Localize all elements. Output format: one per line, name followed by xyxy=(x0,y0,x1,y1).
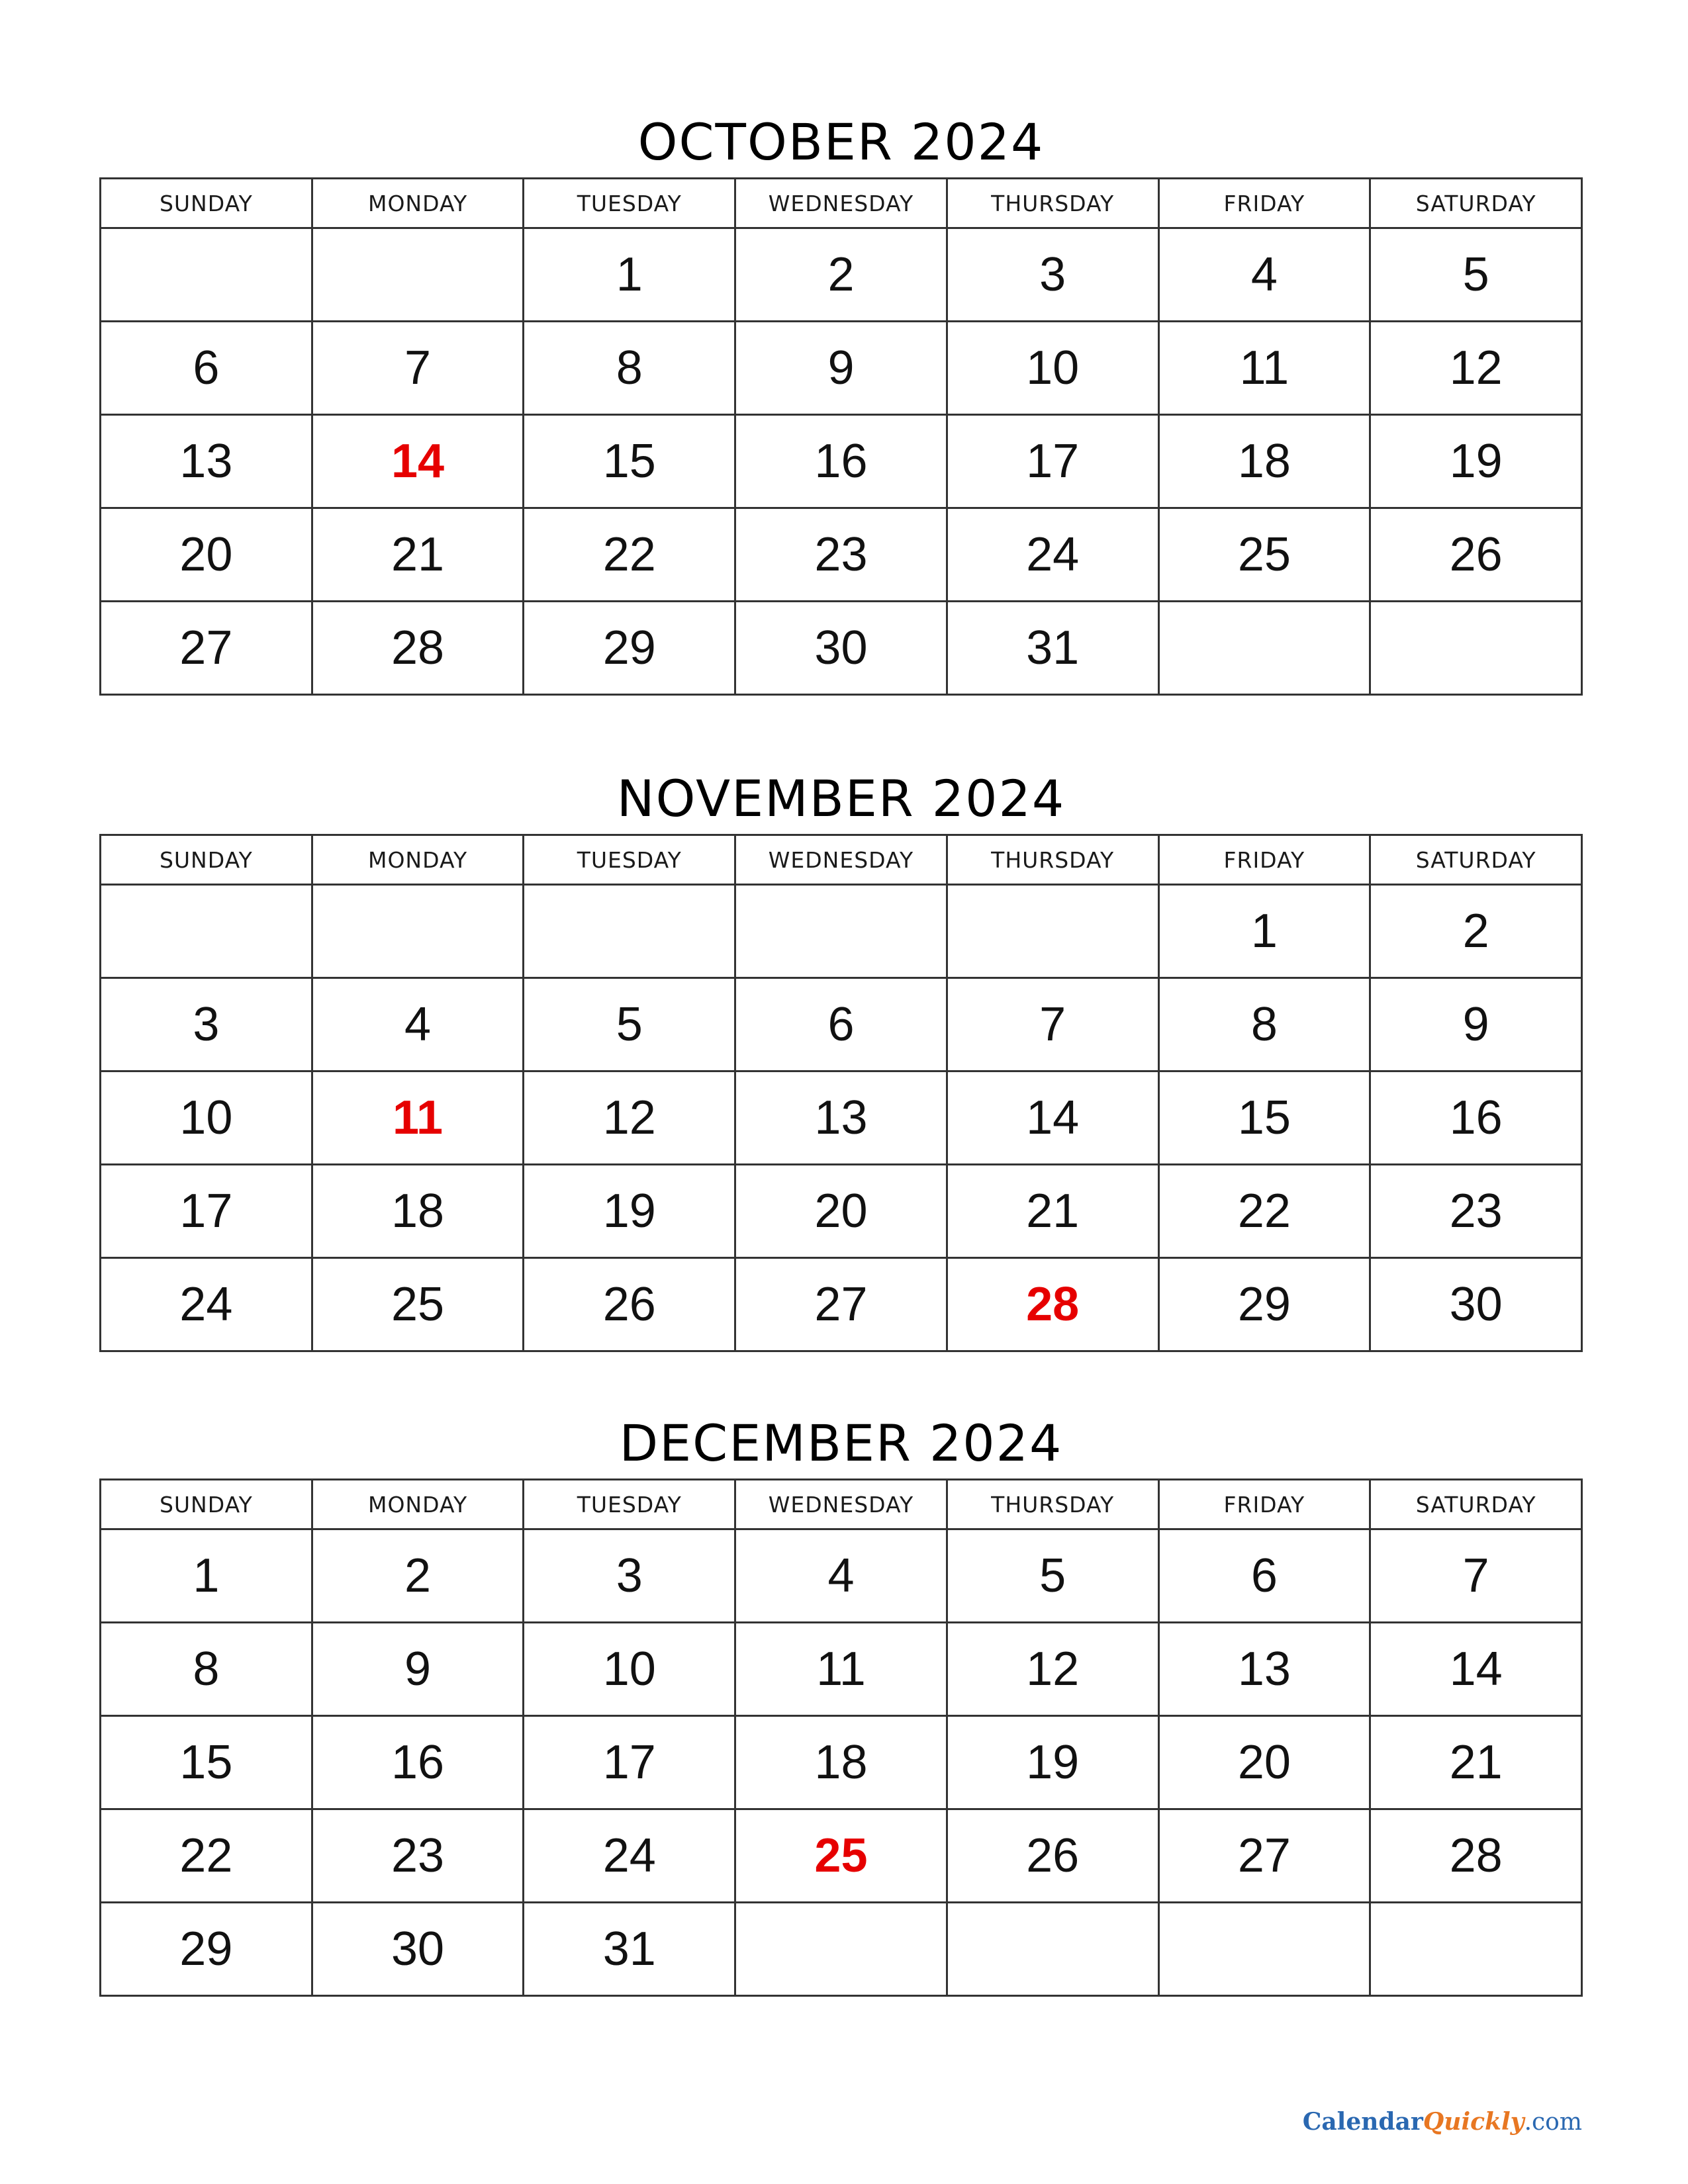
day-cell: 27 xyxy=(101,602,312,695)
empty-day-cell xyxy=(1158,1903,1370,1996)
day-cell: 14 xyxy=(1370,1623,1582,1716)
day-cell: 1 xyxy=(524,228,735,322)
holiday-day-cell: 14 xyxy=(312,415,524,508)
day-cell: 23 xyxy=(1370,1165,1582,1258)
day-cell: 14 xyxy=(947,1071,1158,1165)
brand-part-calendar: Calendar xyxy=(1302,2108,1423,2136)
day-cell: 19 xyxy=(1370,415,1582,508)
week-row xyxy=(101,322,1582,415)
day-cell: 8 xyxy=(524,322,735,415)
day-cell: 10 xyxy=(101,1071,312,1165)
week-row xyxy=(101,885,1582,978)
day-cell: 13 xyxy=(735,1071,947,1165)
empty-day-cell xyxy=(524,885,735,978)
day-cell: 27 xyxy=(1158,1809,1370,1903)
day-cell: 3 xyxy=(524,1529,735,1623)
weekday-header: TUESDAY xyxy=(524,835,735,885)
day-cell: 17 xyxy=(947,415,1158,508)
empty-day-cell xyxy=(101,228,312,322)
day-cell: 13 xyxy=(1158,1623,1370,1716)
day-cell: 15 xyxy=(101,1716,312,1809)
empty-day-cell xyxy=(101,885,312,978)
day-cell: 20 xyxy=(101,508,312,602)
day-cell: 22 xyxy=(101,1809,312,1903)
day-cell: 29 xyxy=(101,1903,312,1996)
brand-part-quickly: Quickly xyxy=(1423,2108,1524,2136)
weekday-header: SUNDAY xyxy=(101,1480,312,1529)
weekday-header: WEDNESDAY xyxy=(735,1480,947,1529)
empty-day-cell xyxy=(735,885,947,978)
day-cell: 11 xyxy=(735,1623,947,1716)
empty-day-cell xyxy=(735,1903,947,1996)
empty-day-cell xyxy=(947,885,1158,978)
holiday-day-cell: 11 xyxy=(312,1071,524,1165)
day-cell: 15 xyxy=(1158,1071,1370,1165)
day-cell: 30 xyxy=(312,1903,524,1996)
week-row xyxy=(101,602,1582,695)
calendar-grid xyxy=(99,1479,1583,1997)
day-cell: 7 xyxy=(1370,1529,1582,1623)
empty-day-cell xyxy=(312,228,524,322)
day-cell: 26 xyxy=(1370,508,1582,602)
week-row xyxy=(101,415,1582,508)
day-cell: 30 xyxy=(1370,1258,1582,1351)
day-cell: 1 xyxy=(101,1529,312,1623)
day-cell: 22 xyxy=(1158,1165,1370,1258)
weekday-header-row xyxy=(101,179,1582,228)
week-row xyxy=(101,978,1582,1071)
day-cell: 17 xyxy=(101,1165,312,1258)
day-cell: 11 xyxy=(1158,322,1370,415)
day-cell: 4 xyxy=(1158,228,1370,322)
day-cell: 1 xyxy=(1158,885,1370,978)
day-cell: 7 xyxy=(312,322,524,415)
week-row xyxy=(101,1071,1582,1165)
day-cell: 9 xyxy=(1370,978,1582,1071)
day-cell: 28 xyxy=(1370,1809,1582,1903)
brand-footer xyxy=(1303,2108,1582,2136)
empty-day-cell xyxy=(947,1903,1158,1996)
weekday-header: SUNDAY xyxy=(101,179,312,228)
day-cell: 9 xyxy=(312,1623,524,1716)
day-cell: 23 xyxy=(312,1809,524,1903)
day-cell: 24 xyxy=(947,508,1158,602)
weekday-header: FRIDAY xyxy=(1158,1480,1370,1529)
day-cell: 4 xyxy=(735,1529,947,1623)
week-row xyxy=(101,1529,1582,1623)
day-cell: 2 xyxy=(312,1529,524,1623)
week-row xyxy=(101,508,1582,602)
day-cell: 4 xyxy=(312,978,524,1071)
week-row xyxy=(101,1809,1582,1903)
day-cell: 16 xyxy=(1370,1071,1582,1165)
empty-day-cell xyxy=(1370,1903,1582,1996)
day-cell: 12 xyxy=(524,1071,735,1165)
day-cell: 5 xyxy=(1370,228,1582,322)
day-cell: 20 xyxy=(735,1165,947,1258)
week-row xyxy=(101,1716,1582,1809)
weekday-header: THURSDAY xyxy=(947,835,1158,885)
day-cell: 24 xyxy=(101,1258,312,1351)
day-cell: 21 xyxy=(947,1165,1158,1258)
day-cell: 3 xyxy=(101,978,312,1071)
weekday-header: MONDAY xyxy=(312,1480,524,1529)
day-cell: 29 xyxy=(1158,1258,1370,1351)
week-row xyxy=(101,228,1582,322)
weekday-header: SATURDAY xyxy=(1370,835,1582,885)
brand-part-domain: .com xyxy=(1524,2109,1582,2136)
weekday-header: THURSDAY xyxy=(947,179,1158,228)
weekday-header: SATURDAY xyxy=(1370,179,1582,228)
day-cell: 29 xyxy=(524,602,735,695)
day-cell: 15 xyxy=(524,415,735,508)
day-cell: 20 xyxy=(1158,1716,1370,1809)
week-row xyxy=(101,1903,1582,1996)
empty-day-cell xyxy=(1370,602,1582,695)
weekday-header: WEDNESDAY xyxy=(735,835,947,885)
day-cell: 26 xyxy=(524,1258,735,1351)
day-cell: 26 xyxy=(947,1809,1158,1903)
day-cell: 25 xyxy=(312,1258,524,1351)
day-cell: 21 xyxy=(1370,1716,1582,1809)
empty-day-cell xyxy=(312,885,524,978)
day-cell: 18 xyxy=(735,1716,947,1809)
day-cell: 23 xyxy=(735,508,947,602)
day-cell: 12 xyxy=(1370,322,1582,415)
day-cell: 30 xyxy=(735,602,947,695)
day-cell: 12 xyxy=(947,1623,1158,1716)
day-cell: 9 xyxy=(735,322,947,415)
day-cell: 8 xyxy=(1158,978,1370,1071)
day-cell: 2 xyxy=(735,228,947,322)
weekday-header-row xyxy=(101,835,1582,885)
day-cell: 31 xyxy=(524,1903,735,1996)
day-cell: 6 xyxy=(735,978,947,1071)
day-cell: 19 xyxy=(524,1165,735,1258)
day-cell: 6 xyxy=(101,322,312,415)
day-cell: 18 xyxy=(312,1165,524,1258)
weekday-header: MONDAY xyxy=(312,179,524,228)
day-cell: 16 xyxy=(735,415,947,508)
weekday-header: MONDAY xyxy=(312,835,524,885)
day-cell: 18 xyxy=(1158,415,1370,508)
day-cell: 19 xyxy=(947,1716,1158,1809)
day-cell: 28 xyxy=(312,602,524,695)
calendar-grid xyxy=(99,834,1583,1352)
week-row xyxy=(101,1258,1582,1351)
day-cell: 3 xyxy=(947,228,1158,322)
month-title: OCTOBER 2024 xyxy=(637,113,1045,171)
day-cell: 27 xyxy=(735,1258,947,1351)
day-cell: 25 xyxy=(1158,508,1370,602)
day-cell: 8 xyxy=(101,1623,312,1716)
day-cell: 5 xyxy=(947,1529,1158,1623)
calendar-grid xyxy=(99,177,1583,696)
day-cell: 31 xyxy=(947,602,1158,695)
weekday-header: TUESDAY xyxy=(524,1480,735,1529)
weekday-header: SATURDAY xyxy=(1370,1480,1582,1529)
weekday-header: SUNDAY xyxy=(101,835,312,885)
week-row xyxy=(101,1623,1582,1716)
day-cell: 24 xyxy=(524,1809,735,1903)
day-cell: 16 xyxy=(312,1716,524,1809)
month-title: DECEMBER 2024 xyxy=(619,1414,1063,1473)
weekday-header: FRIDAY xyxy=(1158,835,1370,885)
day-cell: 6 xyxy=(1158,1529,1370,1623)
day-cell: 5 xyxy=(524,978,735,1071)
month-title: NOVEMBER 2024 xyxy=(616,769,1066,828)
weekday-header-row xyxy=(101,1480,1582,1529)
week-row xyxy=(101,1165,1582,1258)
day-cell: 2 xyxy=(1370,885,1582,978)
day-cell: 10 xyxy=(524,1623,735,1716)
weekday-header: THURSDAY xyxy=(947,1480,1158,1529)
holiday-day-cell: 25 xyxy=(735,1809,947,1903)
weekday-header: WEDNESDAY xyxy=(735,179,947,228)
day-cell: 21 xyxy=(312,508,524,602)
empty-day-cell xyxy=(1158,602,1370,695)
day-cell: 10 xyxy=(947,322,1158,415)
day-cell: 13 xyxy=(101,415,312,508)
day-cell: 22 xyxy=(524,508,735,602)
weekday-header: TUESDAY xyxy=(524,179,735,228)
weekday-header: FRIDAY xyxy=(1158,179,1370,228)
day-cell: 17 xyxy=(524,1716,735,1809)
day-cell: 7 xyxy=(947,978,1158,1071)
holiday-day-cell: 28 xyxy=(947,1258,1158,1351)
